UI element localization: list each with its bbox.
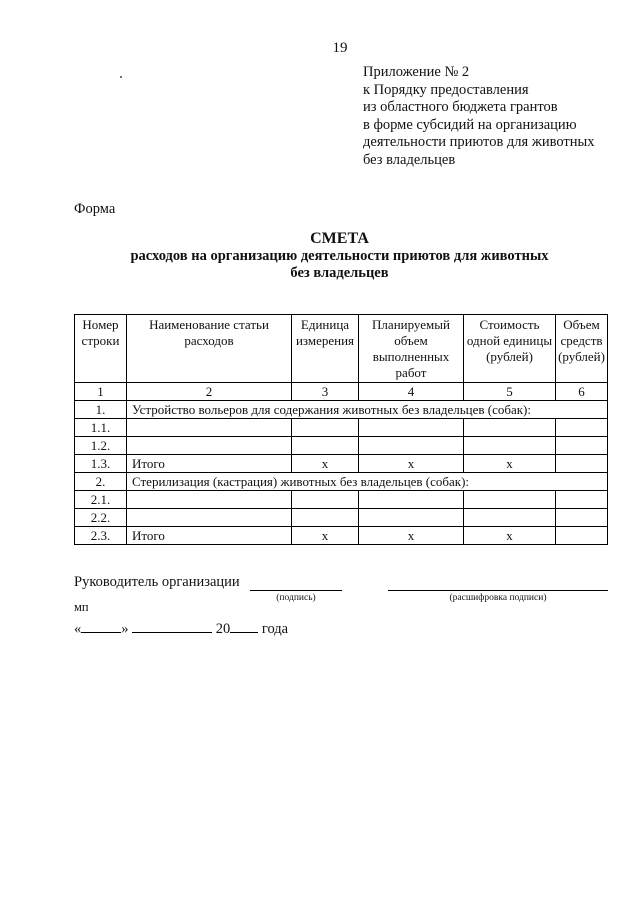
- row-number: 1.2.: [75, 437, 127, 455]
- total-label: Итого: [127, 455, 292, 473]
- header-total-amount: Объем средств (рублей): [556, 315, 608, 383]
- appendix-line: к Порядку предоставления: [363, 81, 529, 98]
- table-cell: [359, 509, 464, 527]
- page-number: 19: [332, 40, 348, 56]
- appendix-line: деятельности приютов для животных: [363, 134, 595, 150]
- table-cell: х: [359, 527, 464, 545]
- column-number: 5: [464, 383, 556, 401]
- signature-caption: (подпись): [276, 593, 316, 603]
- section-row: [75, 401, 608, 419]
- table-cell: [127, 419, 292, 437]
- appendix-line: в форме субсидий на организацию: [363, 116, 577, 133]
- scan-speck: [120, 76, 122, 78]
- table-cell: [127, 491, 292, 509]
- row-number: 2.2.: [75, 509, 127, 527]
- stamp-label: мп: [74, 600, 89, 614]
- year-prefix: 20: [215, 621, 231, 637]
- header-item-name: Наименование статьи расходов: [127, 315, 292, 383]
- section-title: Устройство вольеров для содержания животных без владельцев (собак):: [127, 401, 608, 419]
- table-cell: [359, 437, 464, 455]
- column-number: 4: [359, 383, 464, 401]
- appendix-line: без владельцев: [363, 151, 456, 168]
- column-number: 6: [556, 383, 608, 401]
- title-line-2: без владельцев: [290, 265, 389, 281]
- row-number: 1.1.: [75, 419, 127, 437]
- table-cell: х: [292, 455, 359, 473]
- row-number: 2.3.: [75, 527, 127, 545]
- row-number: 1.3.: [75, 455, 127, 473]
- date-open-quote: «: [74, 621, 82, 637]
- table-cell: [556, 527, 608, 545]
- table-row: [75, 509, 608, 527]
- table-header-row: [75, 315, 608, 383]
- table-cell: [127, 509, 292, 527]
- table-cell: [556, 491, 608, 509]
- table-cell: [464, 419, 556, 437]
- appendix-line: из областного бюджета грантов: [363, 99, 558, 115]
- table-row: [75, 491, 608, 509]
- date-close-quote: »: [121, 621, 129, 637]
- table-cell: [556, 437, 608, 455]
- section-row: [75, 473, 608, 491]
- year-blank: [230, 621, 258, 633]
- header-unit: Единица измерения: [292, 315, 359, 383]
- signature-decoding-line: [388, 590, 608, 591]
- table-row: [75, 437, 608, 455]
- title-line-1: расходов на организацию деятельности приютов для животных: [130, 248, 549, 264]
- header-row-number: Номер строки: [75, 315, 127, 383]
- date-suffix: года: [261, 621, 289, 637]
- row-number: 2.: [75, 473, 127, 491]
- table-cell: х: [464, 455, 556, 473]
- table-cell: [292, 437, 359, 455]
- appendix-header: [363, 64, 595, 169]
- row-number: 2.1.: [75, 491, 127, 509]
- table-cell: [556, 509, 608, 527]
- table-cell: [292, 491, 359, 509]
- table-cell: [127, 437, 292, 455]
- header-planned-volume: Планируемый объем выполненных работ: [359, 315, 464, 383]
- column-number: 3: [292, 383, 359, 401]
- column-numbers-row: [75, 383, 608, 401]
- row-number: 1.: [75, 401, 127, 419]
- table-cell: [556, 419, 608, 437]
- title-heading: СМЕТА: [310, 230, 369, 247]
- table-cell: х: [464, 527, 556, 545]
- signature-label: Руководитель организации: [74, 574, 240, 590]
- column-number: 1: [75, 383, 127, 401]
- signature-line: [250, 590, 342, 591]
- total-row: [75, 455, 608, 473]
- table-cell: х: [292, 527, 359, 545]
- day-blank: [81, 621, 121, 633]
- table-cell: [464, 491, 556, 509]
- section-title: Стерилизация (кастрация) животных без владельцев (собак):: [127, 473, 608, 491]
- date-line: [74, 621, 288, 638]
- total-row: [75, 527, 608, 545]
- table-cell: [292, 419, 359, 437]
- column-number: 2: [127, 383, 292, 401]
- month-blank: [132, 621, 212, 633]
- table-cell: [292, 509, 359, 527]
- form-label: Форма: [74, 201, 116, 217]
- table-cell: х: [359, 455, 464, 473]
- header-unit-cost: Стоимость одной единицы (рублей): [464, 315, 556, 383]
- signature-decoding-caption: (расшифровка подписи): [449, 593, 547, 603]
- appendix-line: Приложение № 2: [363, 64, 470, 80]
- table-cell: [464, 437, 556, 455]
- table-row: [75, 419, 608, 437]
- table-cell: [359, 491, 464, 509]
- total-label: Итого: [127, 527, 292, 545]
- table-cell: [464, 509, 556, 527]
- table-cell: [359, 419, 464, 437]
- document-title: [74, 230, 605, 282]
- table-cell: [556, 455, 608, 473]
- estimate-table: [74, 314, 608, 545]
